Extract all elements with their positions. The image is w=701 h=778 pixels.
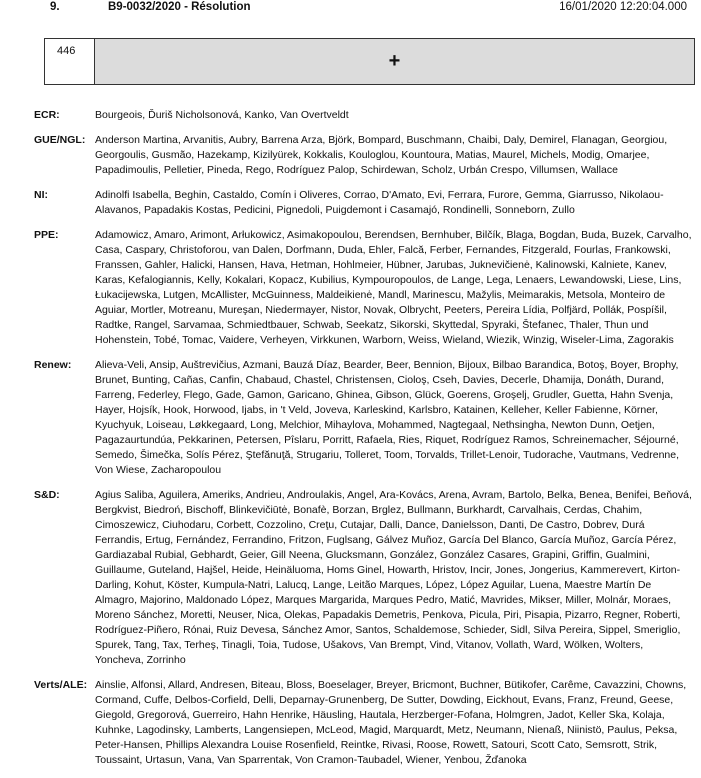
group-verts-ale [34, 678, 694, 768]
group-name: GUE/NGL: [34, 134, 86, 146]
group-name: Renew: [34, 359, 72, 371]
vote-count: 446 [45, 39, 95, 84]
group-members: Bourgeois, Ďuriš Nicholsonová, Kanko, Van Overtveldt [95, 109, 349, 121]
group-ecr [34, 108, 694, 123]
group-members: Adamowicz, Amaro, Arimont, Arłukowicz, Asimakopoulou, Berendsen, Bernhuber, Bilčík, Blaga, Bogdan, Buda, Buzek, Carvalho, Casa, Caspary, Christoforou, van Dalen, Dorfmann, Duda, Ehler, Falcă, Ferber, Fernandes, Fitzgerald, Fourlas, Frankowski, Franssen, Gahler, Halicki, Hansen, Hava, Hetman, Hohlmeier, Hübner, Jarubas, Juknevičienė, Kalinowski, Kalniete, Kanev, Karas, Kefalogiannis, Kelly, Kokalari, Kopacz, Kubilius, Kympouropoulos, de Lange, Lega, Lenaers, Lewandowski, Liese, Lins, Łukacijewska, Lutgen, McAllister, McGuinness, Maldeikienė, Mandl, Marinescu, Mažylis, Meimarakis, Metsola, Monteiro de Aguiar, Mortler, Motreanu, Mureşan, Niedermayer, Nistor, Novak, Olbrycht, Peeters, Pereira Lídia, Polfjärd, Pollák, Pospíšil, Radtke, Rangel, Sarvamaa, Schmiedtbauer, Schwab, Seekatz, Sikorski, Skyttedal, Spyraki, Štefanec, Thaler, Thun und Hohenstein, Tobé, Tomac, Vaidere, Verheyen, Virkkunen, Warborn, Weiss, Wieland, Wiezik, Winzig, Wiseler-Lima, Zagorakis [95, 229, 692, 346]
group-renew [34, 358, 694, 478]
item-number: 9. [50, 1, 60, 13]
group-name: Verts/ALE: [34, 679, 88, 691]
group-name: NI: [34, 189, 48, 201]
group-members: Ainslie, Alfonsi, Allard, Andresen, Biteau, Bloss, Boeselager, Breyer, Bricmont, Buchner, Bütikofer, Carême, Cavazzini, Chowns, Cormand, Cuffe, Delbos-Corfield, Delli, Deparnay-Grunenberg, De Sutter, Dowding, Eickhout, Evans, Franz, Freund, Geese, Giegold, Gregorová, Guerreiro, Hahn Henrike, Häusling, Hautala, Herzberger-Fofana, Holmgren, Jadot, Keller Ska, Kolaja, Kuhnke, Lagodinsky, Lamberts, Langensiepen, McLeod, Magid, Marquardt, Metz, Neumann, Nienaß, Niinistö, Paulus, Peksa, Peter-Hansen, Phillips Alexandra Louise Rosenfield, Reintke, Rivasi, Roose, Rowett, Satouri, Scott Cato, Semsrott, Strik, Toussaint, Urtasun, Vana, Van Sparrentak, Von Cramon-Taubadel, Wiener, Yenbou, Žďanoka [95, 679, 687, 766]
group-members: Anderson Martina, Arvanitis, Aubry, Barrena Arza, Björk, Bompard, Buschmann, Chaibi, Daly, Demirel, Flanagan, Georgiou, Georgoulis, Gusmão, Hazekamp, Kizilyürek, Kokkalis, Kouloglou, Kountoura, Matias, Maurel, Michels, Modig, Omarjee, Papadimoulis, Pelletier, Pineda, Rego, Rodríguez Palop, Schirdewan, Scholz, Urbán Crespo, Villumsen, Wallace [95, 134, 668, 176]
group-name: PPE: [34, 229, 59, 241]
group-members: Agius Saliba, Aguilera, Ameriks, Andrieu, Androulakis, Angel, Ara-Kovács, Arena, Avram, Bartolo, Belka, Benea, Benifei, Beňová, Bergkvist, Biedroń, Bischoff, Blinkevičiūtė, Bonafè, Borzan, Brglez, Bullmann, Burkhardt, Carvalhais, Cerdas, Chahim, Cimoszewicz, Ciuhodaru, Corbett, Cozzolino, Creţu, Cutajar, Dalli, Dance, Danielsson, Danti, De Castro, Dobrev, Durá Ferrandis, Ertug, Fernández, Ferrandino, Fritzon, Fuglsang, Gálvez Muñoz, García Del Blanco, García Muñoz, García Pérez, Gardiazabal Rubial, Gebhardt, Geier, Gill Neena, Glucksmann, González, González Casares, Grapini, Griffin, Gualmini, Guillaume, Guteland, Hajšel, Heide, Heinäluoma, Homs Ginel, Howarth, Hristov, Incir, Jones, Jongerius, Kammerevert, Kirton-Darling, Kohut, Köster, Kumpula-Natri, Lalucq, Lange, Leitão Marques, López, López Aguilar, Luena, Maestre Martín De Almagro, Majorino, Maldonado López, Marques Margarida, Marques Pedro, Matić, Mavrides, Mikser, Miller, Molnár, Moraes, Moreno Sánchez, Moretti, Neuser, Nica, Olekas, Papadakis Demetris, Penkova, Picula, Piri, Pisapia, Pizarro, Regner, Roberti, Rodríguez-Piñero, Rónai, Ruiz Devesa, Sánchez Amor, Santos, Schaldemose, Schieder, Sidl, Silva Pereira, Sippel, Smeriglio, Spurek, Tang, Tax, Terheş, Tinagli, Toia, Tudose, Ušakovs, Van Brempt, Vind, Vitanov, Vollath, Ward, Wölken, Wolters, Yoncheva, Zorrinho [95, 489, 692, 666]
vote-result-box [44, 38, 695, 85]
vote-reference: B9-0032/2020 - Résolution [108, 1, 251, 13]
page-header [0, 0, 701, 16]
group-sd [34, 488, 694, 668]
group-name: S&D: [34, 489, 60, 501]
group-ni [34, 188, 694, 218]
vote-datetime: 16/01/2020 12:20:04.000 [559, 1, 687, 13]
group-ppe [34, 228, 694, 348]
group-members: Alieva-Veli, Ansip, Auštrevičius, Azmani, Bauzá Díaz, Bearder, Beer, Bennion, Bijoux, Bilbao Barandica, Botoş, Boyer, Brophy, Brunet, Bunting, Cañas, Canfin, Chabaud, Chastel, Christensen, Cioloş, Cseh, Davies, Decerle, Dhamija, Donáth, Durand, Farreng, Federley, Flego, Gade, Gamon, Garicano, Ghinea, Gibson, Glück, Goerens, Groşelj, Grudler, Guetta, Hahn Svenja, Hayer, Hojsík, Hook, Horwood, Ijabs, in 't Veld, Joveva, Karleskind, Karlsbro, Katainen, Kelleher, Keller Fabienne, Körner, Kyuchyuk, Loiseau, Løkkegaard, Long, Melchior, Mihaylova, Mohammed, Nagtegaal, Nethsingha, Newton Dunn, Oetjen, Pagazaurtundúa, Pekkarinen, Petersen, Pîslaru, Porritt, Rafaela, Ries, Riquet, Rodríguez Ramos, Schreinemacher, Séjourné, Semedo, Šimečka, Solís Pérez, Ştefănuţă, Strugariu, Tolleret, Toom, Torvalds, Trillet-Lenoir, Tudorache, Vautmans, Vedrenne, Von Wiese, Zacharopoulou [95, 359, 680, 476]
group-name: ECR: [34, 109, 60, 121]
group-members: Adinolfi Isabella, Beghin, Castaldo, Comín i Oliveres, Corrao, D'Amato, Evi, Ferrara, Furore, Gemma, Giarrusso, Nikolaou-Alavanos, Papadakis Kostas, Pedicini, Pignedoli, Puigdemont i Casamajó, Rondinelli, Sonneborn, Zullo [95, 189, 664, 216]
political-groups-list [34, 108, 694, 778]
group-gue-ngl [34, 133, 694, 178]
vote-result-symbol: + [95, 39, 694, 84]
